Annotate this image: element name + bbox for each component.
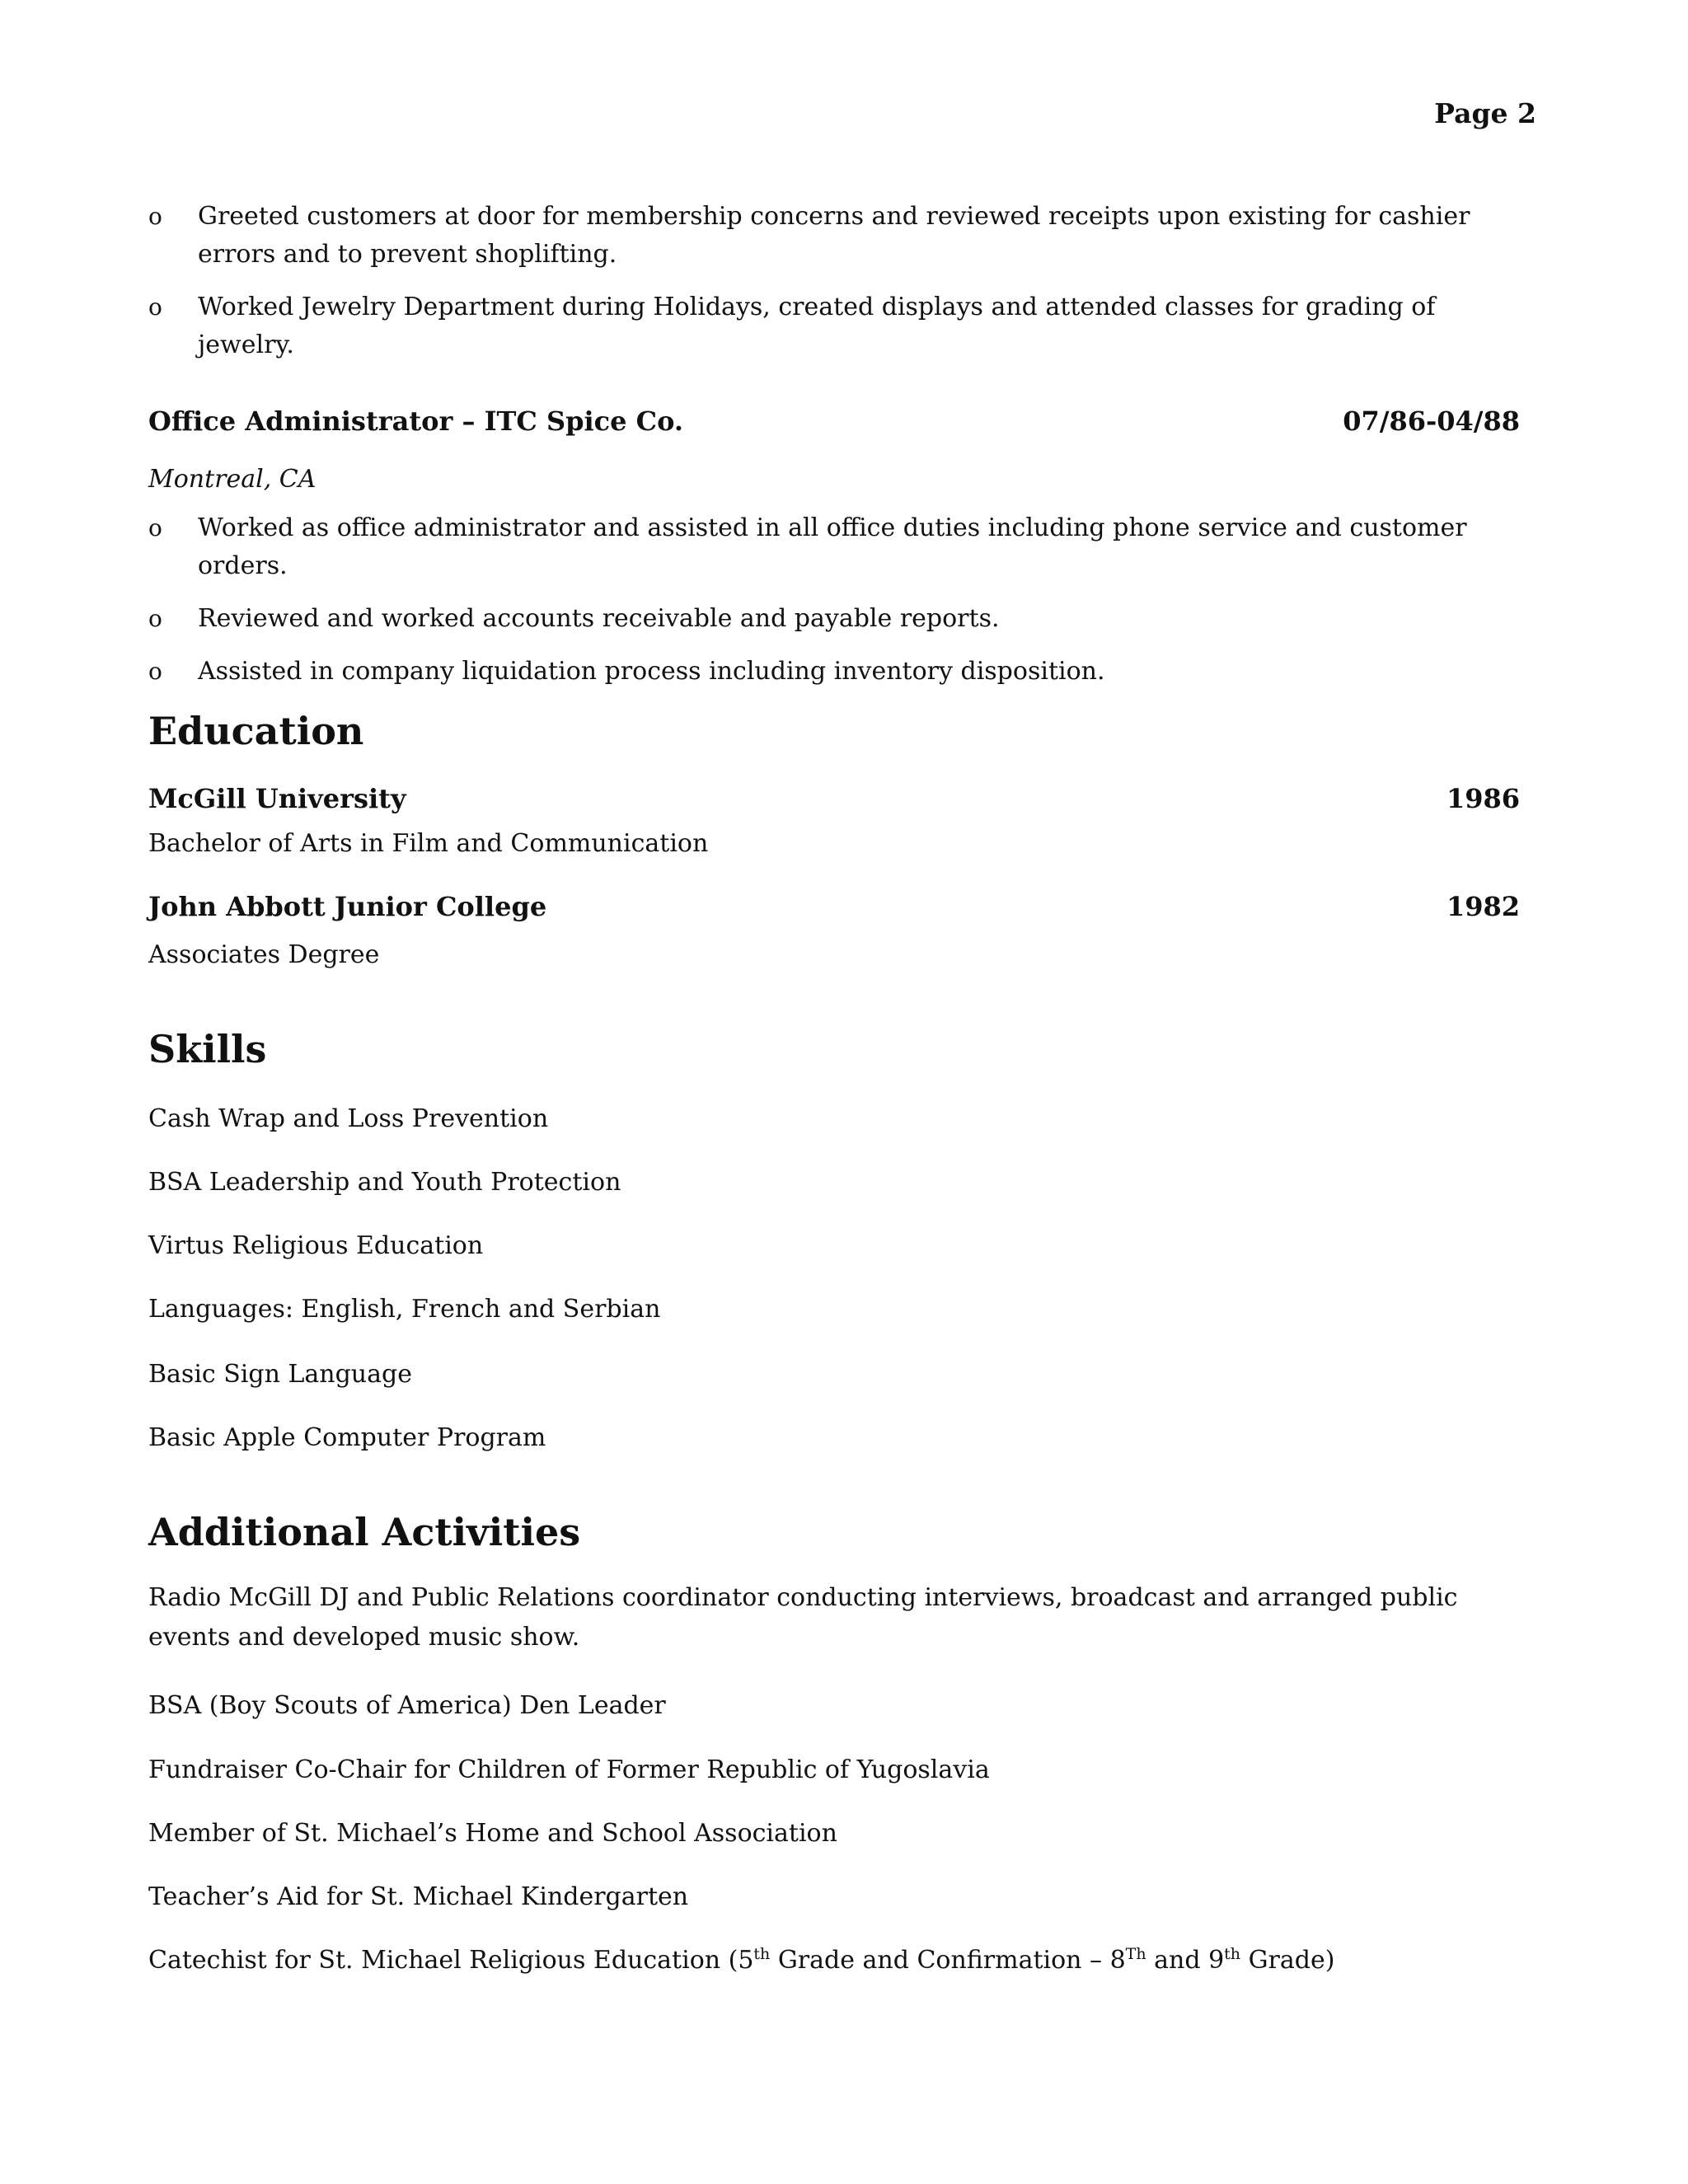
list-item: [148, 600, 1517, 638]
bullet-text: Worked as office administrator and assisted in all office duties including phone service and customer orders.: [198, 513, 1467, 580]
bullet-mark: o: [148, 203, 162, 230]
page-number: Page 2: [1434, 97, 1536, 129]
bullet-mark: o: [148, 605, 162, 632]
activity-item: Teacher’s Aid for St. Michael Kindergarten: [148, 1882, 689, 1911]
list-item: [148, 653, 1517, 691]
activity-item: Radio McGill DJ and Public Relations coordinator conducting interviews, broadcast and arranged public events and developed music show.: [148, 1583, 1458, 1652]
degree-text: Associates Degree: [148, 940, 380, 969]
skill-item: BSA Leadership and Youth Protection: [148, 1168, 621, 1197]
activity-item: BSA (Boy Scouts of America) Den Leader: [148, 1691, 666, 1720]
education-heading: Education: [148, 709, 364, 753]
school-name: John Abbott Junior College: [148, 891, 547, 922]
skill-item: Virtus Religious Education: [148, 1231, 484, 1260]
job-bullets: [148, 509, 1517, 691]
activities-heading: Additional Activities: [148, 1510, 581, 1554]
school-year: 1982: [1446, 891, 1520, 922]
skill-item: Languages: English, French and Serbian: [148, 1295, 661, 1324]
bullet-mark: o: [148, 293, 162, 321]
skills-heading: Skills: [148, 1027, 267, 1071]
bullet-text: Reviewed and worked accounts receivable and payable reports.: [198, 604, 1000, 633]
job-title: Office Administrator – ITC Spice Co.: [148, 405, 683, 437]
bullet-text: Worked Jewelry Department during Holidays, created displays and attended classes for grading of jewelry.: [198, 293, 1436, 359]
catechist-suffix: Grade): [1240, 1946, 1335, 1975]
catechist-mid: and 9: [1146, 1946, 1225, 1975]
catechist-prefix: Catechist for St. Michael Religious Education (5: [148, 1946, 754, 1975]
school-year: 1986: [1446, 783, 1520, 814]
catechist-mid: Grade and Confirmation – 8: [770, 1946, 1126, 1975]
ordinal-suffix: Th: [1125, 1945, 1146, 1963]
degree-text: Bachelor of Arts in Film and Communication: [148, 829, 709, 858]
bullet-text: Greeted customers at door for membership concerns and reviewed receipts upon existing for cashier errors and to prevent shoplifting.: [198, 202, 1470, 269]
skill-item: Cash Wrap and Loss Prevention: [148, 1104, 549, 1133]
school-header: [148, 783, 1520, 814]
prev-job-bullets: [148, 198, 1517, 364]
bullet-mark: o: [148, 658, 162, 685]
list-item: [148, 509, 1517, 585]
activity-item: Fundraiser Co-Chair for Children of Former Republic of Yugoslavia: [148, 1755, 990, 1784]
list-item: [148, 288, 1517, 364]
ordinal-suffix: th: [753, 1945, 771, 1963]
list-item: [148, 198, 1517, 274]
activity-item: Member of St. Michael’s Home and School Association: [148, 1819, 837, 1848]
job-header: [148, 405, 1520, 437]
job-dates: 07/86-04/88: [1343, 405, 1520, 437]
bullet-text: Assisted in company liquidation process including inventory disposition.: [198, 657, 1105, 686]
ordinal-suffix: th: [1224, 1945, 1241, 1963]
school-header: [148, 891, 1520, 922]
job-location: Montreal, CA: [148, 465, 316, 494]
bullet-mark: o: [148, 514, 162, 541]
skill-item: Basic Apple Computer Program: [148, 1423, 546, 1452]
skill-item: Basic Sign Language: [148, 1360, 412, 1389]
school-name: McGill University: [148, 783, 406, 814]
activity-item-catechist: [148, 1946, 1334, 1975]
